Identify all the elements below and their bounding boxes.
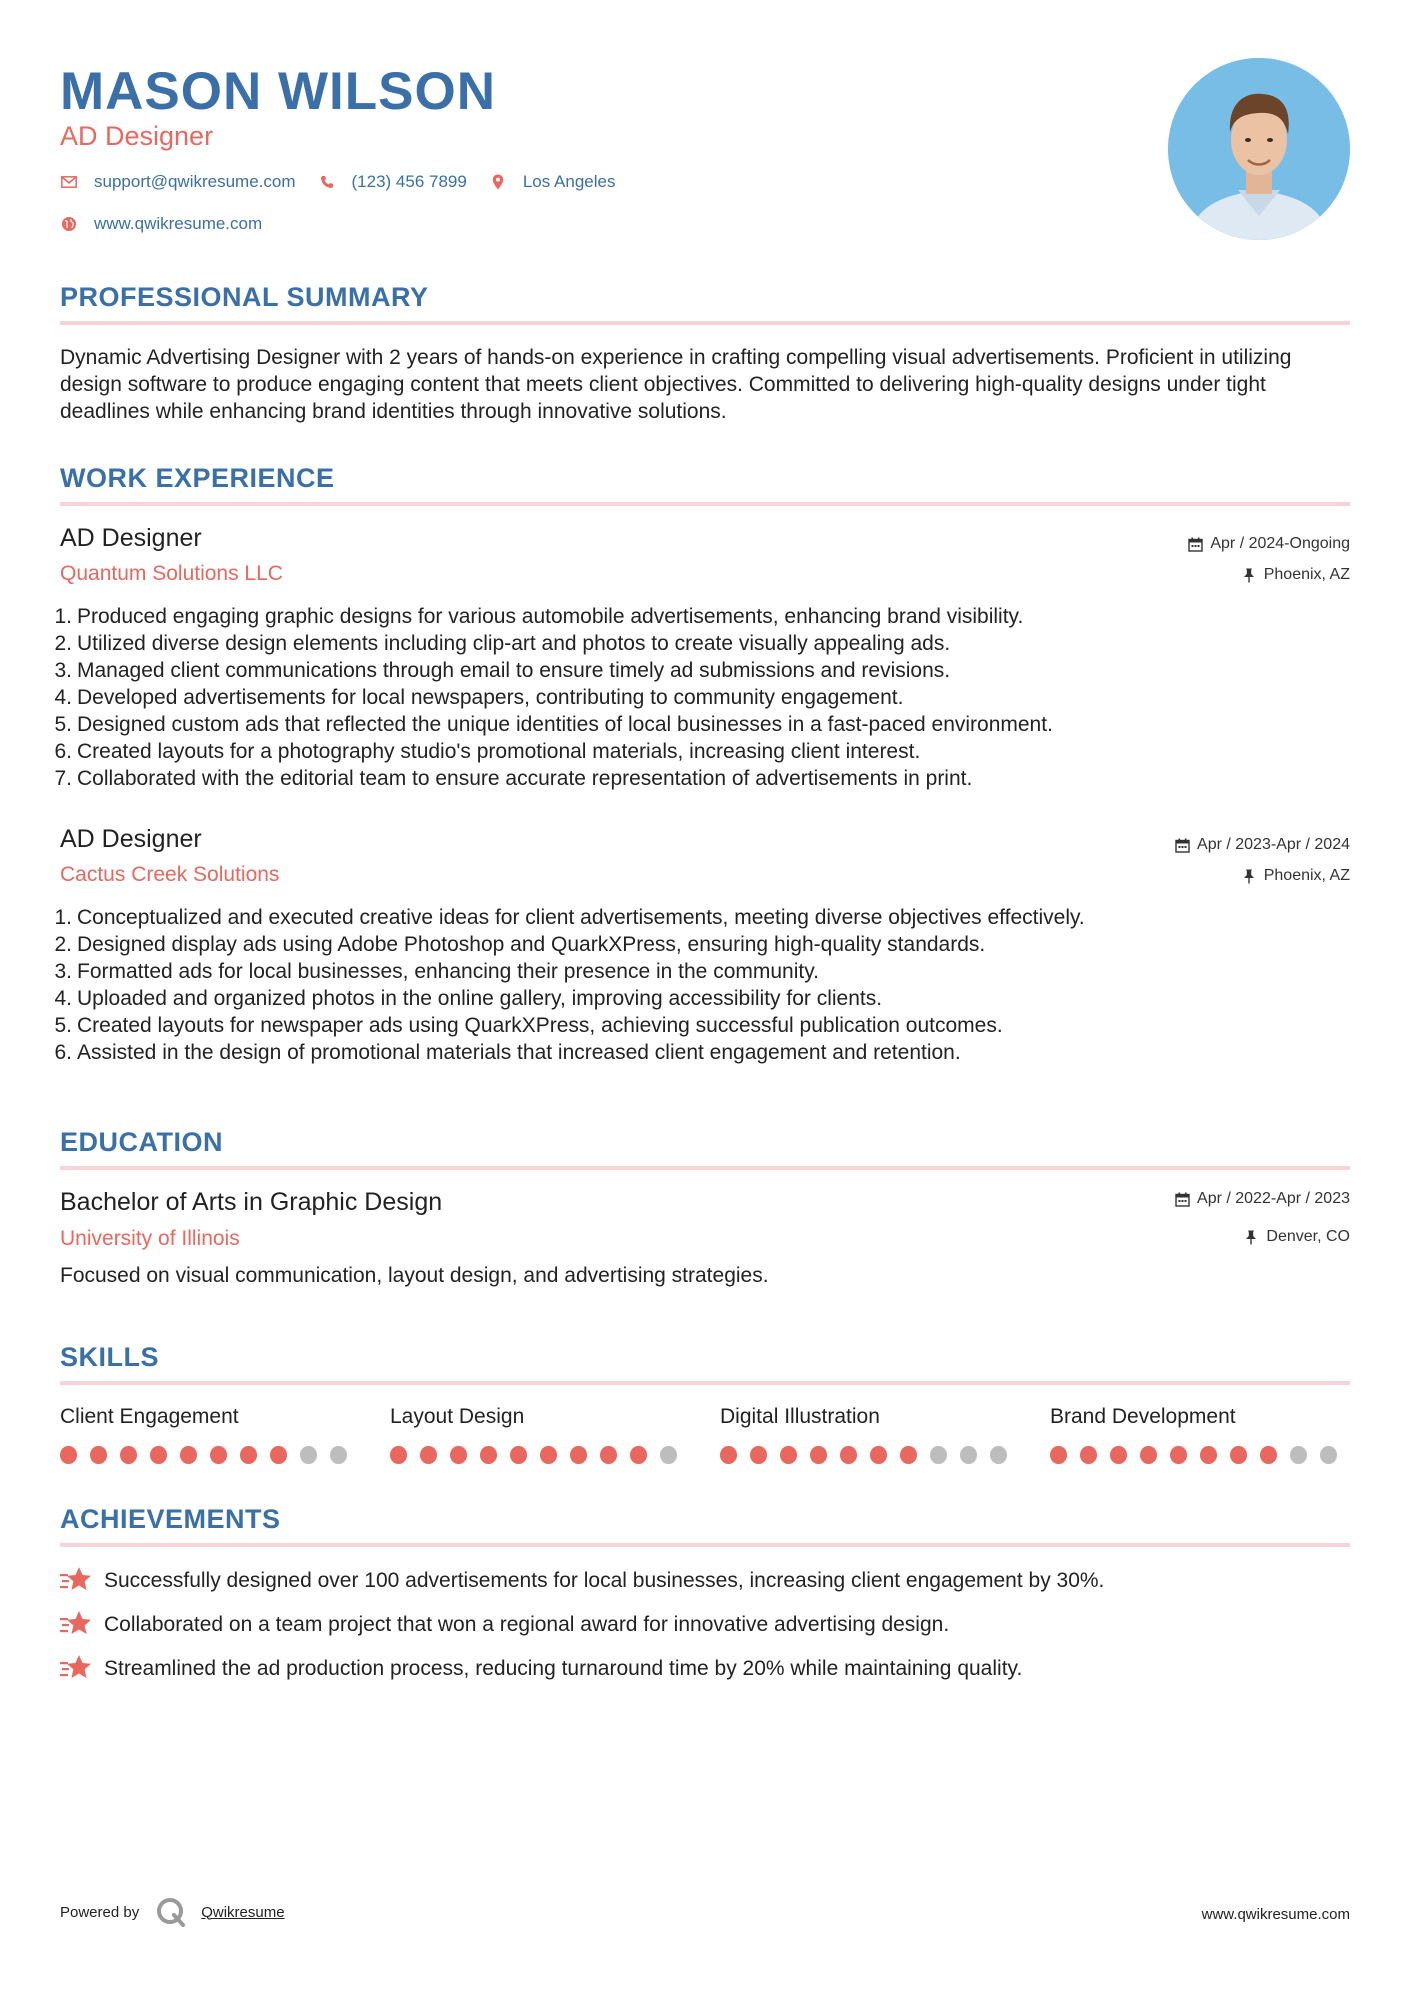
rating-dot-filled <box>450 1446 467 1464</box>
rating-dot-filled <box>1260 1446 1277 1464</box>
rating-dot-filled <box>870 1446 887 1464</box>
rating-dot-filled <box>1140 1446 1157 1464</box>
rating-dot-filled <box>1050 1446 1067 1464</box>
rating-dot-filled <box>900 1446 917 1464</box>
list-item: 1. Produced engaging graphic designs for various automobile advertisements, enhancing brand visibility. <box>54 605 1024 628</box>
skill-item <box>390 1404 690 1464</box>
phone-text[interactable]: (123) 456 7899 <box>351 172 467 191</box>
rating-dot-empty <box>330 1446 347 1464</box>
footer-powered-by <box>60 1896 285 1928</box>
rating-dot-filled <box>210 1446 227 1464</box>
rating-dot-empty <box>990 1446 1007 1464</box>
qwikresume-link[interactable]: Qwikresume <box>201 1903 285 1921</box>
contact-phone[interactable] <box>318 172 467 192</box>
rating-dot-filled <box>1170 1446 1187 1464</box>
star-icon <box>60 1610 92 1638</box>
education-dates <box>1174 1189 1350 1209</box>
job-location-text: Phoenix, AZ <box>1263 867 1350 884</box>
skill-rating <box>390 1446 690 1464</box>
rating-dot-empty <box>660 1446 677 1464</box>
list-item: 4. Developed advertisements for local newspapers, contributing to community engagement. <box>54 686 904 709</box>
list-item: 6. Assisted in the design of promotional materials that increased client engagement and retention. <box>54 1041 961 1064</box>
achievement-text: Collaborated on a team project that won a regional award for innovative advertising design. <box>104 1612 950 1636</box>
rating-dot-filled <box>60 1446 77 1464</box>
list-item: 3. Managed client communications through email to ensure timely ad submissions and revisions. <box>54 659 951 682</box>
achievement-item <box>60 1610 949 1638</box>
pushpin-icon <box>1241 868 1257 884</box>
job-company: Cactus Creek Solutions <box>60 863 280 886</box>
phone-icon <box>318 173 336 191</box>
list-item: 7. Collaborated with the editorial team to ensure accurate representation of advertisements in print. <box>54 767 973 790</box>
summary-text: Dynamic Advertising Designer with 2 years of hands-on experience in crafting compelling visual advertisements. Proficient in utilizing design software to produce engaging content that meets client objectives. Committed to delivering high-quality designs under tight deadlines while enhancing brand identities through innovative solutions. <box>60 346 1292 423</box>
rating-dot-filled <box>720 1446 737 1464</box>
map-pin-icon <box>489 173 507 191</box>
education-dates-text: Apr / 2022-Apr / 2023 <box>1197 1190 1350 1207</box>
rating-dot-filled <box>120 1446 137 1464</box>
school-name: University of Illinois <box>60 1227 240 1250</box>
rating-dot-filled <box>600 1446 617 1464</box>
rating-dot-empty <box>1320 1446 1337 1464</box>
section-divider <box>60 1166 1350 1170</box>
list-item: 1. Conceptualized and executed creative ideas for client advertisements, meeting diverse objectives effectively. <box>54 906 1085 929</box>
calendar-icon <box>1174 1191 1190 1207</box>
list-item: 6. Created layouts for a photography studio's promotional materials, increasing client interest. <box>54 740 921 763</box>
rating-dot-filled <box>570 1446 587 1464</box>
contact-row-website <box>60 214 284 234</box>
website-text[interactable]: www.qwikresume.com <box>94 214 263 233</box>
rating-dot-filled <box>780 1446 797 1464</box>
section-divider <box>60 1543 1350 1547</box>
rating-dot-filled <box>480 1446 497 1464</box>
rating-dot-filled <box>390 1446 407 1464</box>
rating-dot-empty <box>300 1446 317 1464</box>
job-location <box>1241 866 1350 886</box>
pushpin-icon <box>1243 1229 1259 1245</box>
section-divider <box>60 502 1350 506</box>
job-title: AD Designer <box>60 825 202 853</box>
skill-name: Client Engagement <box>60 1405 239 1428</box>
education-location <box>1243 1227 1350 1247</box>
rating-dot-filled <box>270 1446 287 1464</box>
star-icon <box>60 1654 92 1682</box>
education-location-text: Denver, CO <box>1266 1228 1350 1245</box>
rating-dot-filled <box>150 1446 167 1464</box>
job-bullets <box>54 603 1350 792</box>
contact-location <box>489 172 616 192</box>
rating-dot-filled <box>540 1446 557 1464</box>
list-item: 4. Uploaded and organized photos in the online gallery, improving accessibility for clients. <box>54 987 883 1010</box>
skill-name: Layout Design <box>390 1405 525 1428</box>
resume-page <box>54 0 1350 1990</box>
education-heading: EDUCATION <box>60 1127 223 1157</box>
list-item: 3. Formatted ads for local businesses, enhancing their presence in the community. <box>54 960 819 983</box>
rating-dot-empty <box>960 1446 977 1464</box>
job-dates <box>1187 534 1350 554</box>
rating-dot-empty <box>930 1446 947 1464</box>
email-text[interactable]: support@qwikresume.com <box>94 172 296 191</box>
job-dates-text: Apr / 2024-Ongoing <box>1210 535 1350 552</box>
pushpin-icon <box>1241 567 1257 583</box>
job-company: Quantum Solutions LLC <box>60 562 283 585</box>
degree-title: Bachelor of Arts in Graphic Design <box>60 1188 443 1216</box>
rating-dot-filled <box>90 1446 107 1464</box>
rating-dot-filled <box>1110 1446 1127 1464</box>
job-dates-text: Apr / 2023-Apr / 2024 <box>1197 836 1350 853</box>
skill-rating <box>60 1446 360 1464</box>
job-location <box>1241 565 1350 585</box>
skill-name: Digital Illustration <box>720 1405 880 1428</box>
skills-heading: SKILLS <box>60 1342 160 1372</box>
candidate-name: MASON WILSON <box>60 62 496 121</box>
rating-dot-filled <box>420 1446 437 1464</box>
contact-website[interactable] <box>60 214 262 234</box>
calendar-icon <box>1187 536 1203 552</box>
job-location-text: Phoenix, AZ <box>1263 566 1350 583</box>
rating-dot-filled <box>240 1446 257 1464</box>
achievement-item <box>60 1654 1022 1682</box>
education-description: Focused on visual communication, layout design, and advertising strategies. <box>60 1264 769 1287</box>
envelope-icon <box>60 173 78 191</box>
rating-dot-filled <box>630 1446 647 1464</box>
skill-name: Brand Development <box>1050 1405 1236 1428</box>
skill-item <box>1050 1404 1350 1464</box>
rating-dot-filled <box>810 1446 827 1464</box>
rating-dot-empty <box>1290 1446 1307 1464</box>
contact-email[interactable] <box>60 172 296 192</box>
section-divider <box>60 321 1350 325</box>
skill-rating <box>720 1446 1020 1464</box>
rating-dot-filled <box>1230 1446 1247 1464</box>
job-title: AD Designer <box>60 524 202 552</box>
list-item: 5. Created layouts for newspaper ads using QuarkXPress, achieving successful publication outcomes. <box>54 1014 1003 1037</box>
rating-dot-filled <box>840 1446 857 1464</box>
powered-by-label: Powered by <box>60 1903 140 1921</box>
profile-photo <box>1168 58 1350 240</box>
star-icon <box>60 1566 92 1594</box>
contact-row <box>60 172 637 192</box>
footer-website[interactable]: www.qwikresume.com <box>1201 1906 1350 1923</box>
achievement-text: Successfully designed over 100 advertisements for local businesses, increasing client engagement by 30%. <box>104 1568 1105 1592</box>
section-divider <box>60 1381 1350 1385</box>
candidate-role: AD Designer <box>60 121 214 151</box>
globe-icon <box>60 215 78 233</box>
skill-item <box>720 1404 1020 1464</box>
qwikresume-logo-icon <box>155 1896 187 1928</box>
skill-item <box>60 1404 360 1464</box>
achievement-text: Streamlined the ad production process, reducing turnaround time by 20% while maintaining quality. <box>104 1656 1023 1680</box>
list-item: 5. Designed custom ads that reflected the unique identities of local businesses in a fast-paced environment. <box>54 713 1053 736</box>
achievement-item <box>60 1566 1104 1594</box>
achievements-heading: ACHIEVEMENTS <box>60 1504 281 1534</box>
list-item: 2. Designed display ads using Adobe Photoshop and QuarkXPress, ensuring high-quality standards. <box>54 933 986 956</box>
summary-heading: PROFESSIONAL SUMMARY <box>60 282 429 312</box>
job-dates <box>1174 835 1350 855</box>
calendar-icon <box>1174 837 1190 853</box>
job-bullets <box>54 904 1350 1066</box>
location-text: Los Angeles <box>522 172 616 191</box>
skill-rating <box>1050 1446 1350 1464</box>
experience-heading: WORK EXPERIENCE <box>60 463 335 493</box>
rating-dot-filled <box>1080 1446 1097 1464</box>
list-item: 2. Utilized diverse design elements including clip-art and photos to create visually appealing ads. <box>54 632 951 655</box>
rating-dot-filled <box>1200 1446 1217 1464</box>
rating-dot-filled <box>180 1446 197 1464</box>
rating-dot-filled <box>510 1446 527 1464</box>
rating-dot-filled <box>750 1446 767 1464</box>
